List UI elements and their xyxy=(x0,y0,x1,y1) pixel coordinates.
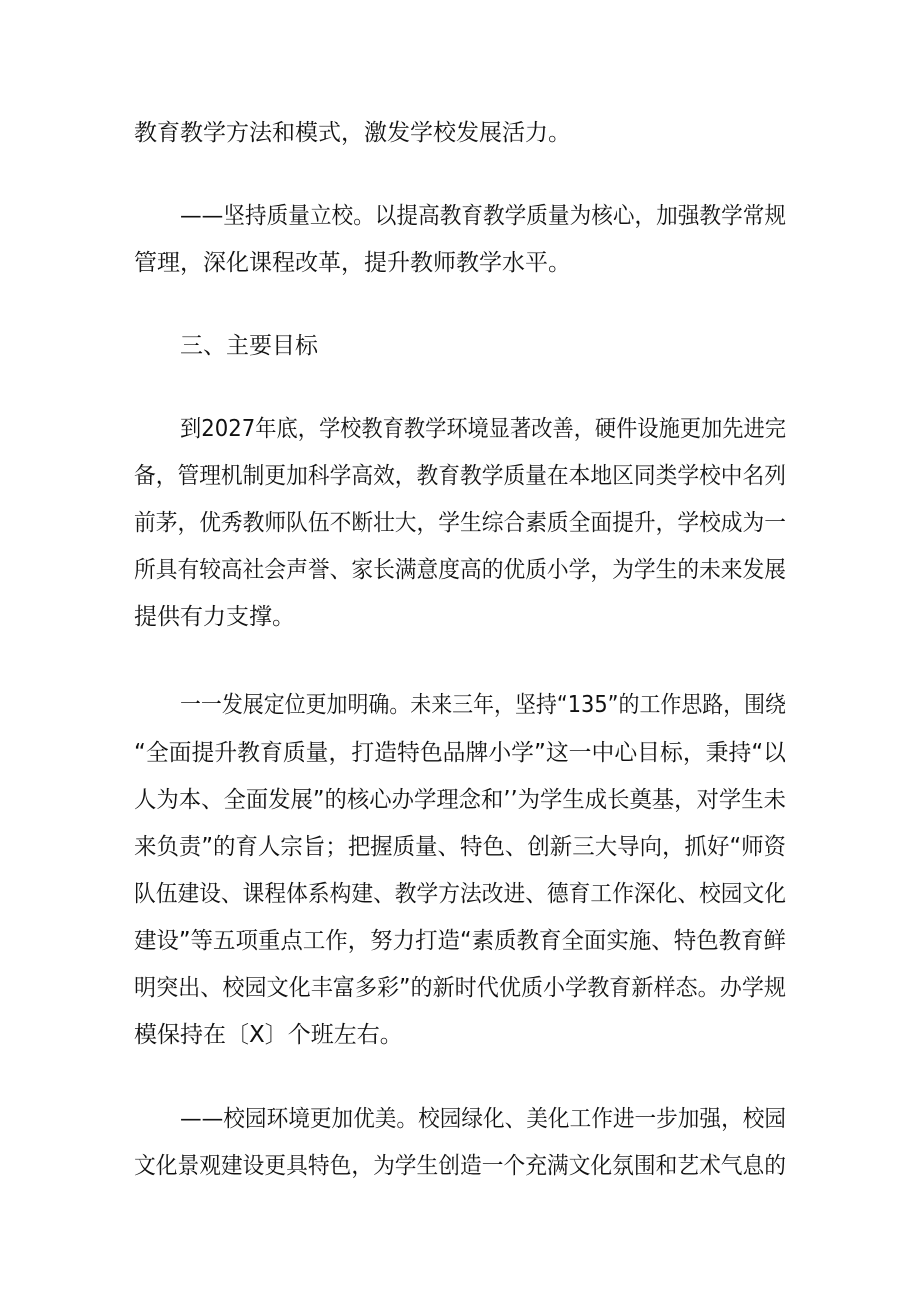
line-text: 建设”等五项重点工作，努力打造“素质教育全面实施、特色教育鲜 xyxy=(134,928,786,954)
heading-text: 三、主要目标 xyxy=(180,333,318,359)
line-text: 模保持在〔X〕个班左右。 xyxy=(134,1022,403,1048)
text-line xyxy=(0,874,920,914)
text-line xyxy=(0,968,920,1008)
text-line xyxy=(0,113,920,153)
line-text: 教育教学方法和模式，激发学校发展活力。 xyxy=(134,120,571,146)
text-line xyxy=(0,827,920,867)
line-text: 文化景观建设更具特色，为学生创造一个充满文化氛围和艺术气息的 xyxy=(134,1153,786,1179)
line-text: 管理，深化课程改革，提升教师教学水平。 xyxy=(134,250,571,276)
line-text: 到2027年底，学校教育教学环境显著改善，硬件设施更加先进完 xyxy=(180,416,786,442)
line-text: 队伍建设、课程体系构建、教学方法改进、德育工作深化、校园文化 xyxy=(134,881,786,907)
text-line xyxy=(0,780,920,820)
line-text: 所具有较高社会声誉、家长满意度高的优质小学，为学生的未来发展 xyxy=(134,557,786,583)
line-text: 来负责”的育人宗旨；把握质量、特色、创新三大导向，抓好“师资 xyxy=(134,834,786,860)
line-text: “全面提升教育质量，打造特色品牌小学”这一中心目标，秉持“以 xyxy=(134,740,786,766)
text-line xyxy=(0,1015,920,1055)
text-line xyxy=(0,1099,920,1139)
text-line xyxy=(0,921,920,961)
line-text: 一一发展定位更加明确。未来三年，坚持“135”的工作思路，围绕 xyxy=(180,692,786,718)
line-text: 备，管理机制更加科学高效，教育教学质量在本地区同类学校中名列 xyxy=(134,463,786,489)
section-heading xyxy=(0,326,920,366)
text-line xyxy=(0,550,920,590)
text-line xyxy=(0,409,920,449)
line-text: 明突出、校园文化丰富多彩”的新时代优质小学教育新样态。办学规 xyxy=(134,975,786,1001)
text-line xyxy=(0,685,920,725)
text-line xyxy=(0,1146,920,1186)
line-text: ——坚持质量立校。以提高教育教学质量为核心，加强教学常规 xyxy=(180,203,786,229)
text-line xyxy=(0,597,920,637)
text-line xyxy=(0,243,920,283)
line-text: 人为本、全面发展”的核心办学理念和’’为学生成长奠基，对学生未 xyxy=(134,787,786,813)
text-line xyxy=(0,196,920,236)
text-line xyxy=(0,503,920,543)
line-text: 前茅，优秀教师队伍不断壮大，学生综合素质全面提升，学校成为一 xyxy=(134,510,786,536)
line-text: ——校园环境更加优美。校园绿化、美化工作进一步加强，校园 xyxy=(180,1106,786,1132)
line-text: 提供有力支撑。 xyxy=(134,604,295,630)
text-line xyxy=(0,456,920,496)
text-line xyxy=(0,733,920,773)
